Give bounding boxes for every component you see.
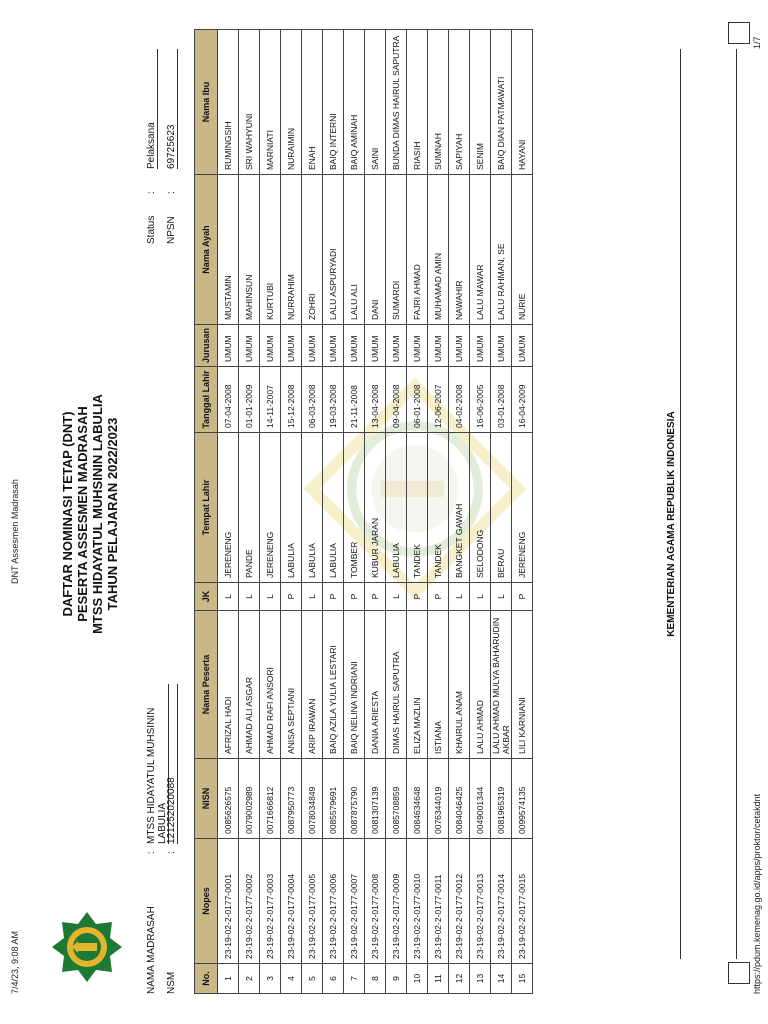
table-row bbox=[344, 30, 365, 994]
table-row bbox=[239, 30, 260, 994]
table-cell: 0049001344 bbox=[470, 759, 491, 839]
table-cell: SELODONG bbox=[470, 433, 491, 583]
table-cell: NAWAHIR bbox=[449, 175, 470, 325]
table-cell: ELIZA MAZLIN bbox=[407, 611, 428, 759]
table-row bbox=[218, 30, 239, 994]
table-cell: UMUM bbox=[407, 325, 428, 367]
table-cell: 0081307139 bbox=[365, 759, 386, 839]
table-cell: 23-19-02-2-0177-0009 bbox=[386, 839, 407, 964]
table-cell: SUMARDI bbox=[386, 175, 407, 325]
table-cell: 03-01-2008 bbox=[491, 367, 512, 433]
table-cell: P bbox=[428, 583, 449, 611]
table-cell: JERENENG bbox=[218, 433, 239, 583]
table-cell: BAIQ AZILA YULIA LESTARI bbox=[323, 611, 344, 759]
table-cell: MAHINSUN bbox=[239, 175, 260, 325]
table-cell: 23-19-02-2-0177-0008 bbox=[365, 839, 386, 964]
table-cell: TANDEK bbox=[407, 433, 428, 583]
table-cell: UMUM bbox=[470, 325, 491, 367]
table-row bbox=[407, 30, 428, 994]
table-cell: UMUM bbox=[323, 325, 344, 367]
table-cell: AFRIZAL HADI bbox=[218, 611, 239, 759]
table-cell: BERAU bbox=[491, 433, 512, 583]
table-cell: 23-19-02-2-0177-0004 bbox=[281, 839, 302, 964]
table-cell: 0085579691 bbox=[323, 759, 344, 839]
table-cell: LALU ASPURYADI bbox=[323, 175, 344, 325]
table-row bbox=[470, 30, 491, 994]
table-cell: 01-01-2009 bbox=[239, 367, 260, 433]
table-cell: AHMAD RAFI ANSORI bbox=[260, 611, 281, 759]
table-cell: BAIQ NELINA INDRIANI bbox=[344, 611, 365, 759]
table-cell: UMUM bbox=[512, 325, 533, 367]
table-cell: 06-03-2008 bbox=[302, 367, 323, 433]
table-cell: JERENENG bbox=[260, 433, 281, 583]
table-cell: L bbox=[491, 583, 512, 611]
table-cell: LABULIA bbox=[386, 433, 407, 583]
table-cell: L bbox=[386, 583, 407, 611]
nama-madrasah-value: MTSS HIDAYATUL MUHSININ LABULIA bbox=[146, 684, 169, 844]
title-line: TAHUN PELAJARAN 2022/2023 bbox=[105, 417, 120, 611]
table-cell: P bbox=[365, 583, 386, 611]
table-cell: P bbox=[323, 583, 344, 611]
table-cell: 1 bbox=[218, 964, 239, 994]
table-cell: 8 bbox=[365, 964, 386, 994]
table-cell: LABULIA bbox=[281, 433, 302, 583]
table-cell: UMUM bbox=[302, 325, 323, 367]
table-cell: UMUM bbox=[386, 325, 407, 367]
table-cell: SAINI bbox=[365, 30, 386, 175]
table-cell: P bbox=[512, 583, 533, 611]
table-cell: PANDE bbox=[239, 433, 260, 583]
table-cell: L bbox=[470, 583, 491, 611]
table-cell: 15-12-2008 bbox=[281, 367, 302, 433]
table-cell: NURAIMIN bbox=[281, 30, 302, 175]
title-line: DAFTAR NOMINASI TETAP (DNT) bbox=[60, 411, 75, 617]
table-row bbox=[449, 30, 470, 994]
table-cell: 5 bbox=[302, 964, 323, 994]
table-cell: 23-19-02-2-0177-0003 bbox=[260, 839, 281, 964]
table-row bbox=[386, 30, 407, 994]
table-cell: 0087950773 bbox=[281, 759, 302, 839]
peserta-table bbox=[194, 29, 533, 994]
table-cell: L bbox=[449, 583, 470, 611]
table-cell: 23-19-02-2-0177-0010 bbox=[407, 839, 428, 964]
table-cell: 0079002989 bbox=[239, 759, 260, 839]
table-cell: DANI bbox=[365, 175, 386, 325]
title-line: PESERTA ASSESMEN MADRASAH bbox=[75, 406, 90, 622]
table-cell: LALU MAWAR bbox=[470, 175, 491, 325]
npsn-value: 69725623 bbox=[166, 49, 178, 169]
table-cell: BAIQ INTERNI bbox=[323, 30, 344, 175]
table-cell: BAIQ AMINAH bbox=[344, 30, 365, 175]
table-cell: LALU AHMAD MULYA BAHARUDIN AKBAR bbox=[491, 611, 512, 759]
table-cell: 0076344019 bbox=[428, 759, 449, 839]
nsm-value: 121252020088 bbox=[166, 684, 178, 844]
table-cell: L bbox=[260, 583, 281, 611]
table-cell: 23-19-02-2-0177-0002 bbox=[239, 839, 260, 964]
ministry-footer: KEMENTERIAN AGAMA REPUBLIK INDONESIA bbox=[666, 411, 677, 637]
table-cell: L bbox=[302, 583, 323, 611]
table-cell: LABULIA bbox=[323, 433, 344, 583]
footer-rule-top bbox=[680, 49, 681, 959]
table-row bbox=[491, 30, 512, 994]
table-row bbox=[281, 30, 302, 994]
table-cell: 6 bbox=[323, 964, 344, 994]
table-cell: 13 bbox=[470, 964, 491, 994]
table-cell: 12-06-2007 bbox=[428, 367, 449, 433]
table-cell: L bbox=[239, 583, 260, 611]
table-cell: SENIM bbox=[470, 30, 491, 175]
table-cell: NURIE bbox=[512, 175, 533, 325]
table-cell: LABULIA bbox=[302, 433, 323, 583]
table-cell: P bbox=[407, 583, 428, 611]
table-cell: SUMNAH bbox=[428, 30, 449, 175]
table-cell: FAJRI AHMAD bbox=[407, 175, 428, 325]
table-cell: 15 bbox=[512, 964, 533, 994]
table-header-row bbox=[195, 30, 218, 994]
table-cell: MUHAMAD AMIN bbox=[428, 175, 449, 325]
table-cell: KHAIRUL ANAM bbox=[449, 611, 470, 759]
table-cell: 11 bbox=[428, 964, 449, 994]
status-label: Status bbox=[146, 215, 157, 244]
table-cell: 4 bbox=[281, 964, 302, 994]
table-cell: P bbox=[344, 583, 365, 611]
table-cell: NURRAHIM bbox=[281, 175, 302, 325]
table-cell: UMUM bbox=[449, 325, 470, 367]
table-cell: RIASIH bbox=[407, 30, 428, 175]
col-header: Nama Ibu bbox=[195, 30, 218, 175]
col-header: No. bbox=[195, 964, 218, 994]
print-url: https://pdum.kemenag.go.id/apps/proktor/cetakdnt bbox=[752, 793, 762, 994]
col-header: Nama Ayah bbox=[195, 175, 218, 325]
nsm-label: NSM bbox=[166, 971, 177, 994]
table-cell: ARIP IRAWAN bbox=[302, 611, 323, 759]
table-cell: 23-19-02-2-0177-0015 bbox=[512, 839, 533, 964]
table-row bbox=[428, 30, 449, 994]
table-row bbox=[512, 30, 533, 994]
table-cell: JERENENG bbox=[512, 433, 533, 583]
sep: : bbox=[146, 191, 157, 194]
table-cell: 0071666812 bbox=[260, 759, 281, 839]
status-value: Pelaksana bbox=[146, 49, 158, 169]
table-cell: 23-19-02-2-0177-0013 bbox=[470, 839, 491, 964]
table-cell: MUSTAMIN bbox=[218, 175, 239, 325]
table-cell: LALU RAHMAN, SE bbox=[491, 175, 512, 325]
table-cell: 0078034849 bbox=[302, 759, 323, 839]
table-cell: 0099574135 bbox=[512, 759, 533, 839]
table-cell: 0081965319 bbox=[491, 759, 512, 839]
npsn-label: NPSN bbox=[166, 216, 177, 244]
table-cell: KUBUR JARAN bbox=[365, 433, 386, 583]
table-cell: 9 bbox=[386, 964, 407, 994]
table-cell: UMUM bbox=[365, 325, 386, 367]
table-cell: TANDEK bbox=[428, 433, 449, 583]
table-cell: ENAH bbox=[302, 30, 323, 175]
table-cell: BANGKET GAWAH bbox=[449, 433, 470, 583]
footer-rule bbox=[736, 49, 737, 959]
table-cell: LILI KARNIANI bbox=[512, 611, 533, 759]
title-line: MTSS HIDAYATUL MUHSININ LABULIA bbox=[90, 394, 105, 634]
table-cell: UMUM bbox=[218, 325, 239, 367]
table-cell: DANIA ARIESTA bbox=[365, 611, 386, 759]
table-cell: 7 bbox=[344, 964, 365, 994]
table-cell: SAPIYAH bbox=[449, 30, 470, 175]
table-cell: 23-19-02-2-0177-0006 bbox=[323, 839, 344, 964]
table-cell: 16-06-2005 bbox=[470, 367, 491, 433]
table-cell: 23-19-02-2-0177-0012 bbox=[449, 839, 470, 964]
table-row bbox=[365, 30, 386, 994]
table-cell: 16-04-2009 bbox=[512, 367, 533, 433]
corner-box-left bbox=[728, 962, 750, 984]
table-cell: BUNDA DIMAS HAIRUL SAPUTRA bbox=[386, 30, 407, 175]
sep: : bbox=[146, 851, 157, 854]
table-row bbox=[323, 30, 344, 994]
table-cell: ZOHRI bbox=[302, 175, 323, 325]
table-cell: 23-19-02-2-0177-0005 bbox=[302, 839, 323, 964]
kemenag-logo-icon bbox=[50, 910, 124, 984]
table-cell: MARNIATI bbox=[260, 30, 281, 175]
table-cell: 0087875790 bbox=[344, 759, 365, 839]
table-cell: DIMAS HAIRUL SAPUTRA bbox=[386, 611, 407, 759]
col-header: JK bbox=[195, 583, 218, 611]
table-cell: LALU AHMAD bbox=[470, 611, 491, 759]
table-row bbox=[302, 30, 323, 994]
table-cell: HAYANI bbox=[512, 30, 533, 175]
table-cell: TOMBER bbox=[344, 433, 365, 583]
table-cell: 14 bbox=[491, 964, 512, 994]
table-cell: 10 bbox=[407, 964, 428, 994]
table-cell: UMUM bbox=[281, 325, 302, 367]
table-cell: L bbox=[218, 583, 239, 611]
sep: : bbox=[166, 191, 177, 194]
nama-madrasah-label: NAMA MADRASAH bbox=[146, 906, 157, 994]
table-cell: BAIQ DIAN PATMAWATI bbox=[491, 30, 512, 175]
table-cell: SRI WAHYUNI bbox=[239, 30, 260, 175]
table-cell: RUMINGSIH bbox=[218, 30, 239, 175]
print-datetime: 7/4/23, 9:08 AM bbox=[10, 930, 20, 994]
table-cell: 23-19-02-2-0177-0014 bbox=[491, 839, 512, 964]
table-cell: 3 bbox=[260, 964, 281, 994]
table-row bbox=[260, 30, 281, 994]
page-number: 1/7 bbox=[752, 36, 762, 49]
table-cell: 12 bbox=[449, 964, 470, 994]
print-page-title: DNT Assesmen Madrasah bbox=[10, 479, 20, 584]
table-cell: ISTIANA bbox=[428, 611, 449, 759]
table-cell: UMUM bbox=[344, 325, 365, 367]
table-cell: 0085708859 bbox=[386, 759, 407, 839]
table-cell: UMUM bbox=[260, 325, 281, 367]
corner-box-right bbox=[728, 22, 750, 44]
table-cell: UMUM bbox=[491, 325, 512, 367]
table-cell: 0084046425 bbox=[449, 759, 470, 839]
table-cell: 04-02-2008 bbox=[449, 367, 470, 433]
table-cell: 09-04-2008 bbox=[386, 367, 407, 433]
table-cell: AHMAD ALI ASGAR bbox=[239, 611, 260, 759]
col-header: Tanggal Lahir bbox=[195, 367, 218, 433]
table-cell: 23-19-02-2-0177-0007 bbox=[344, 839, 365, 964]
table-cell: UMUM bbox=[239, 325, 260, 367]
document-title bbox=[60, 304, 120, 724]
table-cell: LALU ALI bbox=[344, 175, 365, 325]
table-cell: 2 bbox=[239, 964, 260, 994]
sep: : bbox=[166, 851, 177, 854]
table-cell: 23-19-02-2-0177-0001 bbox=[218, 839, 239, 964]
col-header: Tempat Lahir bbox=[195, 433, 218, 583]
table-cell: KURTUBI bbox=[260, 175, 281, 325]
table-cell: 21-11-2008 bbox=[344, 367, 365, 433]
table-cell: 19-03-2008 bbox=[323, 367, 344, 433]
col-header: Nopes bbox=[195, 839, 218, 964]
table-cell: 23-19-02-2-0177-0011 bbox=[428, 839, 449, 964]
table-cell: 07-04-2008 bbox=[218, 367, 239, 433]
table-cell: 13-04-2008 bbox=[365, 367, 386, 433]
table-cell: 0085626575 bbox=[218, 759, 239, 839]
col-header: NISN bbox=[195, 759, 218, 839]
col-header: Nama Peserta bbox=[195, 611, 218, 759]
table-cell: 06-01-2008 bbox=[407, 367, 428, 433]
table-cell: P bbox=[281, 583, 302, 611]
table-cell: ANISA SEPTIANI bbox=[281, 611, 302, 759]
table-cell: 0084634648 bbox=[407, 759, 428, 839]
table-cell: UMUM bbox=[428, 325, 449, 367]
table-cell: 14-11-2007 bbox=[260, 367, 281, 433]
col-header: Jurusan bbox=[195, 325, 218, 367]
